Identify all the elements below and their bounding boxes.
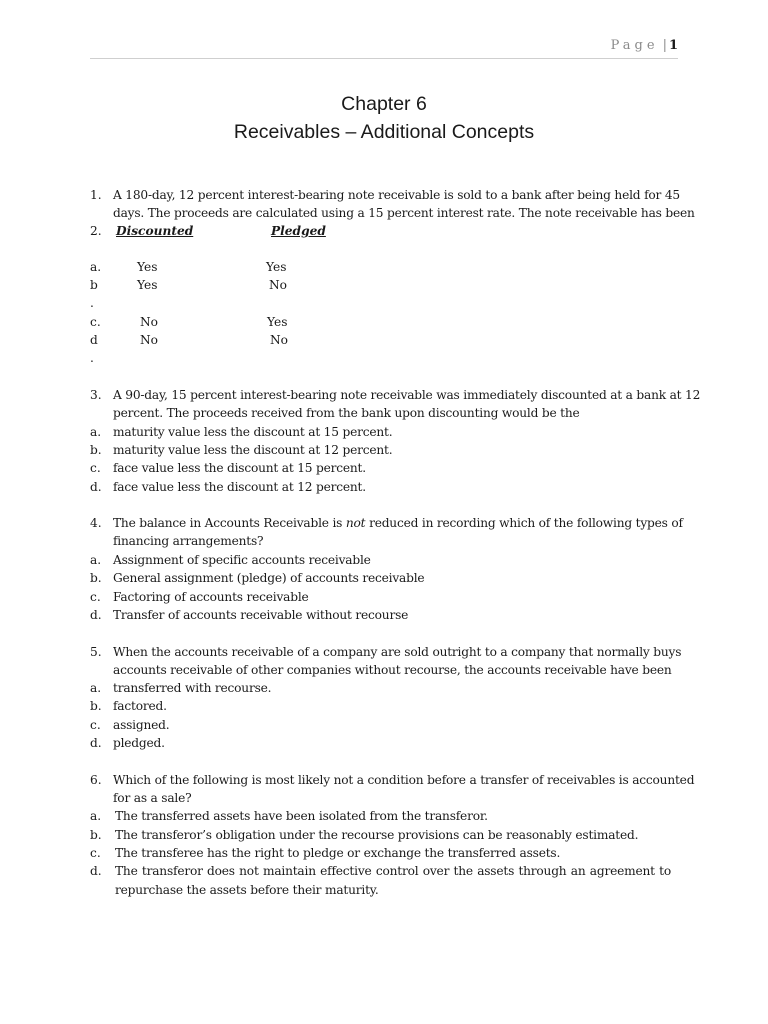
q4-option-d: Transfer of accounts receivable without recourse [113, 608, 409, 622]
q1-row-d-discounted: No [140, 333, 159, 347]
q3-line1: A 90-day, 15 percent interest-bearing note receivable was immediately discounted at a bank at 12 [113, 388, 701, 402]
q3-option-d-label: d. [90, 480, 102, 494]
q4-line2: financing arrangements? [113, 534, 264, 548]
page-word: Page [610, 38, 659, 53]
q1-row-d-label: d [90, 333, 98, 347]
col-pledged-header: Pledged [271, 224, 326, 238]
q1-row-d-dot: . [90, 351, 94, 365]
q1-row-c-discounted: No [140, 315, 159, 329]
q1-row-d-pledged: No [270, 333, 289, 347]
col-discounted-header: Discounted [116, 224, 194, 238]
q6-option-a-label: a. [90, 809, 102, 823]
q1-row-b-pledged: No [269, 278, 288, 292]
page-number: 1 [668, 38, 678, 53]
q5-line1: When the accounts receivable of a company are sold outright to a company that normally buys [113, 645, 682, 659]
q6-number: 6. [90, 773, 102, 787]
header-rule [90, 58, 678, 59]
q3-option-d: face value less the discount at 12 percent. [113, 480, 366, 494]
q6-option-c-label: c. [90, 846, 101, 860]
q6-line2: for as a sale? [113, 791, 192, 805]
q1-row-c-label: c. [90, 315, 101, 329]
q3-option-c: face value less the discount at 15 percent. [113, 461, 366, 475]
q4-number: 4. [90, 516, 102, 530]
q6-option-b: The transferor’s obligation under the recourse provisions can be reasonably estimated. [115, 828, 639, 842]
q1-row-b-dot: . [90, 296, 94, 310]
q3-line2: percent. The proceeds received from the bank upon discounting would be the [113, 406, 580, 420]
q6-line1: Which of the following is most likely not a condition before a transfer of receivables is accounted [113, 773, 695, 787]
q4-option-b: General assignment (pledge) of accounts receivable [113, 571, 425, 585]
q1-row-a-pledged: Yes [266, 260, 287, 274]
q6-option-c: The transferee has the right to pledge or exchange the transferred assets. [115, 846, 561, 860]
q5-option-a-label: a. [90, 681, 102, 695]
q4-line1-start: The balance in Accounts Receivable is [113, 516, 346, 530]
q2-number: 2. [90, 224, 102, 238]
q6-option-d-line2: repurchase the assets before their maturity. [115, 883, 379, 897]
q1-row-a-label: a. [90, 260, 102, 274]
page-separator: | [662, 38, 667, 53]
q4-line1 [113, 515, 683, 531]
q1-line1: A 180-day, 12 percent interest-bearing note receivable is sold to a bank after being held for 45 [113, 188, 680, 202]
chapter-subtitle: Receivables – Additional Concepts [233, 121, 535, 143]
q5-option-d-label: d. [90, 736, 102, 750]
q6-option-d-label: d. [90, 864, 102, 878]
q3-number: 3. [90, 388, 102, 402]
q4-option-a-label: a. [90, 553, 102, 567]
q5-option-c: assigned. [113, 718, 170, 732]
q5-option-c-label: c. [90, 718, 101, 732]
page-header [611, 38, 678, 53]
q6-option-b-label: b. [90, 828, 102, 842]
q1-row-c-pledged: Yes [267, 315, 288, 329]
q4-option-c-label: c. [90, 590, 101, 604]
q5-option-d: pledged. [113, 736, 165, 750]
q4-emphasis-not: not [345, 516, 366, 530]
q5-option-b-label: b. [90, 699, 102, 713]
q5-option-b: factored. [113, 699, 167, 713]
q1-row-b-label: b [90, 278, 98, 292]
q4-option-a: Assignment of specific accounts receivable [113, 553, 371, 567]
q1-row-a-discounted: Yes [137, 260, 158, 274]
q5-line2: accounts receivable of other companies without recourse, the accounts receivable have been [113, 663, 672, 677]
q4-option-b-label: b. [90, 571, 102, 585]
q3-option-b: maturity value less the discount at 12 percent. [113, 443, 393, 457]
q5-number: 5. [90, 645, 102, 659]
q6-option-a: The transferred assets have been isolated from the transferor. [115, 809, 488, 823]
q6-option-d: The transferor does not maintain effective control over the assets through an agreement to [115, 864, 671, 878]
q1-row-b-discounted: Yes [137, 278, 158, 292]
q4-option-d-label: d. [90, 608, 102, 622]
q4-option-c: Factoring of accounts receivable [113, 590, 309, 604]
q3-option-a-label: a. [90, 425, 102, 439]
q3-option-a: maturity value less the discount at 15 percent. [113, 425, 393, 439]
q3-option-c-label: c. [90, 461, 101, 475]
q1-line2: days. The proceeds are calculated using a 15 percent interest rate. The note receivable has been [113, 206, 695, 220]
q5-option-a: transferred with recourse. [113, 681, 272, 695]
chapter-title: Chapter 6 [341, 93, 427, 115]
q3-option-b-label: b. [90, 443, 102, 457]
q4-line1-end: reduced in recording which of the following types of [365, 516, 683, 530]
q1-number: 1. [90, 188, 102, 202]
